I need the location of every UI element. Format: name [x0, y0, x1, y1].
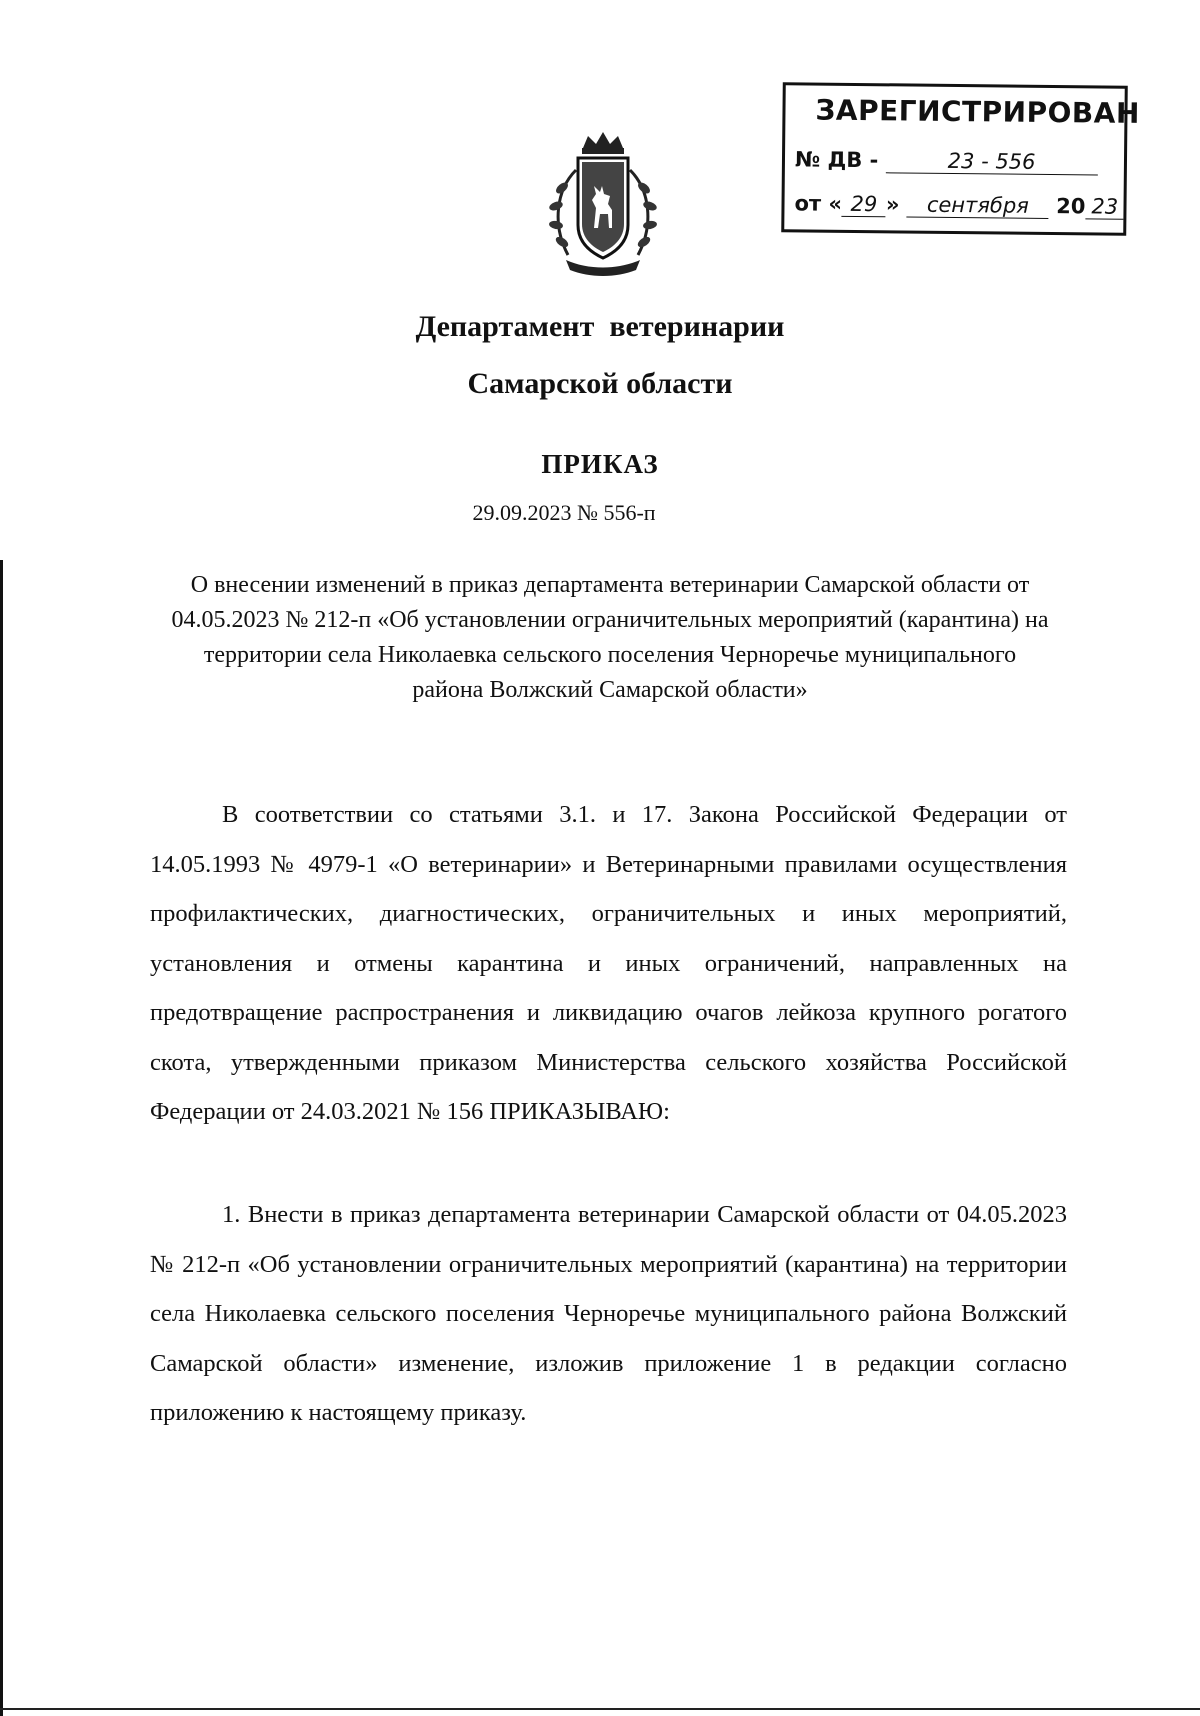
body-paragraph-2: 1. Внести в приказ департамента ветеринарии Самарской области от 04.05.2023 № 212-п «Об установлении ограничительных мероприятий (карантина) на территории села Николаевка сельского поселения Черноречье муниципального района Волжский Самарской области» изменение, изложив приложение 1 в редакции согласно приложению к настоящему приказу.	[150, 1201, 1067, 1426]
stamp-number-label: № ДВ -	[794, 147, 879, 173]
scan-bottom-line	[0, 1708, 1200, 1710]
registration-stamp	[781, 82, 1141, 236]
stamp-date-day: 29	[842, 192, 886, 217]
stamp-date-year-suffix: 23	[1085, 194, 1123, 219]
order-title: ПРИКАЗ	[541, 449, 659, 479]
stamp-date-month: сентября	[907, 193, 1049, 219]
department-name-line2: Самарской области	[467, 367, 733, 400]
stamp-date-mid: »	[885, 192, 900, 217]
scan-edge-line	[0, 560, 3, 1716]
stamp-date-year-prefix: 20	[1056, 194, 1086, 219]
stamp-number-row	[795, 147, 1098, 175]
body-paragraph-1: В соответствии со статьями 3.1. и 17. Закона Российской Федерации от 14.05.1993 № 4979-1 «О ветеринарии» и Ветеринарными правилами осуществления профилактических, диагностических, ограничительных и иных мероприятий, установления и отмены карантина и иных ограничений, направленных на предотвращение распространения и ликвидацию очагов лейкоза крупного рогатого скота, утвержденными приказом Министерства сельского хозяйства Российской Федерации от 24.03.2021 № 156 ПРИКАЗЫВАЮ:	[150, 801, 1067, 1125]
department-name-line1: Департамент ветеринарии	[415, 310, 785, 343]
order-number: 29.09.2023 № 556-п	[472, 500, 656, 525]
order-subject: О внесении изменений в приказ департамента ветеринарии Самарской области от 04.05.2023 № 212-п «Об установлении ограничительных мероприятий (карантина) на территории села Николаевка сельского поселения Черноречье муниципального района Волжский Самарской области»	[171, 572, 1049, 703]
stamp-date-row	[794, 191, 1123, 219]
coat-of-arms-emblem	[538, 130, 668, 280]
stamp-number-value: 23 - 556	[885, 148, 1097, 175]
stamp-title: ЗАРЕГИСТРИРОВАН	[815, 93, 1141, 130]
stamp-date-prefix: от «	[794, 191, 843, 216]
